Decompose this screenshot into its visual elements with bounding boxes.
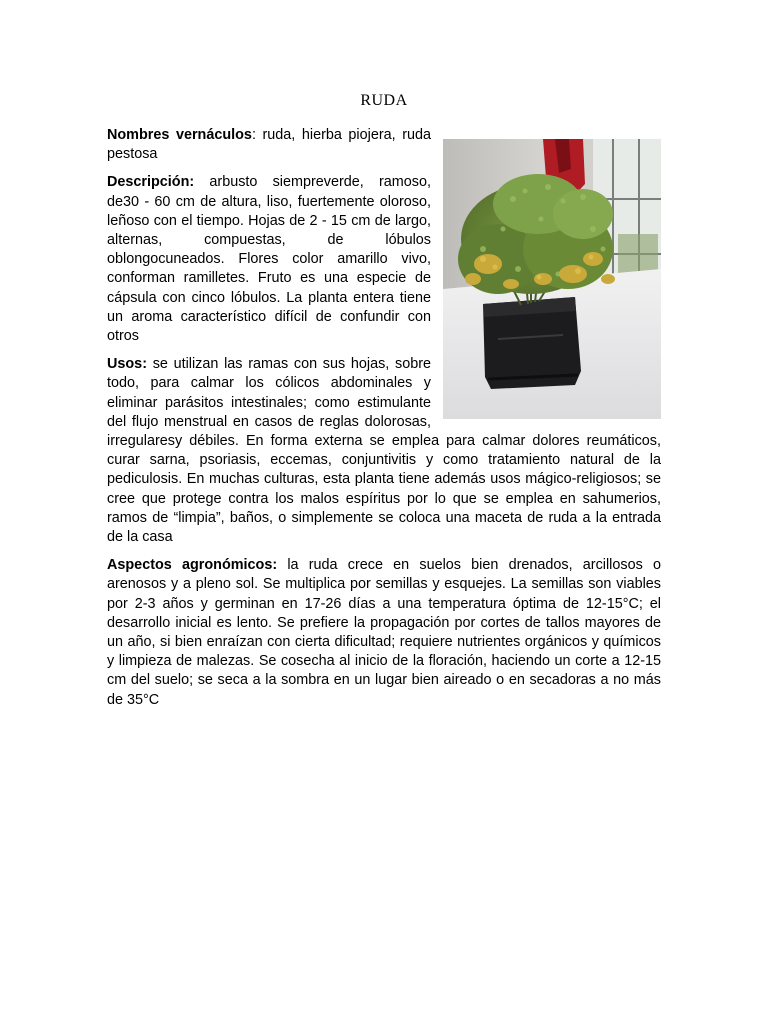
section-aspectos-agronomicos	[107, 556, 661, 710]
section-text: la ruda crece en suelos bien drenados, arcillosos o arenosos y a pleno sol. Se multiplica por semillas y esquejes. La semillas son viables por 2-3 años y germinan en 17-26 días a una temperatura óptima de 12-15°C; el desarrollo inicial es lento. Se prefiere la propagación por cortes de tallos mayores de un año, si bien enraízan con cierta dificultad; requiere nutrientes orgánicos y químicos y limpieza de malezas. Se cosecha al inicio de la floración, haciendo un corte a 12-15 cm del suelo; se seca a la sombra en un lugar bien aireado o en secadoras a no más de 35°C	[107, 557, 661, 708]
document-body	[107, 126, 661, 719]
section-label: Aspectos agronómicos:	[107, 557, 278, 574]
section-text: se utilizan las ramas con sus hojas, sobre todo, para calmar los cólicos abdominales y eliminar parásitos intestinales; como estimulante del flujo menstrual en casos de reglas dolorosas, irregularesy débiles. En forma externa se emplea para calmar dolores reumáticos, curar sarna, psoriasis, eccemas, conjuntivitis y como tratamiento natural de la pediculosis. En muchas culturas, esta planta tiene además usos mágico-religiosos; se cree que protege contra los malos espíritus por lo que se emplea en sahumerios, ramos de “limpia”, baños, o simplemente se coloca una maceta de ruda a la entrada de la casa	[107, 356, 661, 546]
section-text: : ruda, hierba piojera, ruda pestosa	[107, 127, 431, 163]
section-text: arbusto siempreverde, ramoso, de30 - 60 cm de altura, liso, fuertemente oloroso, leñoso con el tiempo. Hojas de 2 - 15 cm de largo, alternas, compuestas, de lóbulos oblongocuneados. Flores color amarillo vivo, conforman ramilletes. Fruto es una especie de cápsula con cinco lóbulos. La planta entera tiene un aroma característico difícil de confundir con otros	[107, 174, 431, 345]
page-title: RUDA	[360, 92, 408, 109]
section-label: Usos:	[107, 356, 147, 373]
section-label: Nombres vernáculos	[107, 127, 252, 143]
section-label: Descripción:	[107, 174, 195, 191]
plant-photo	[443, 139, 661, 419]
